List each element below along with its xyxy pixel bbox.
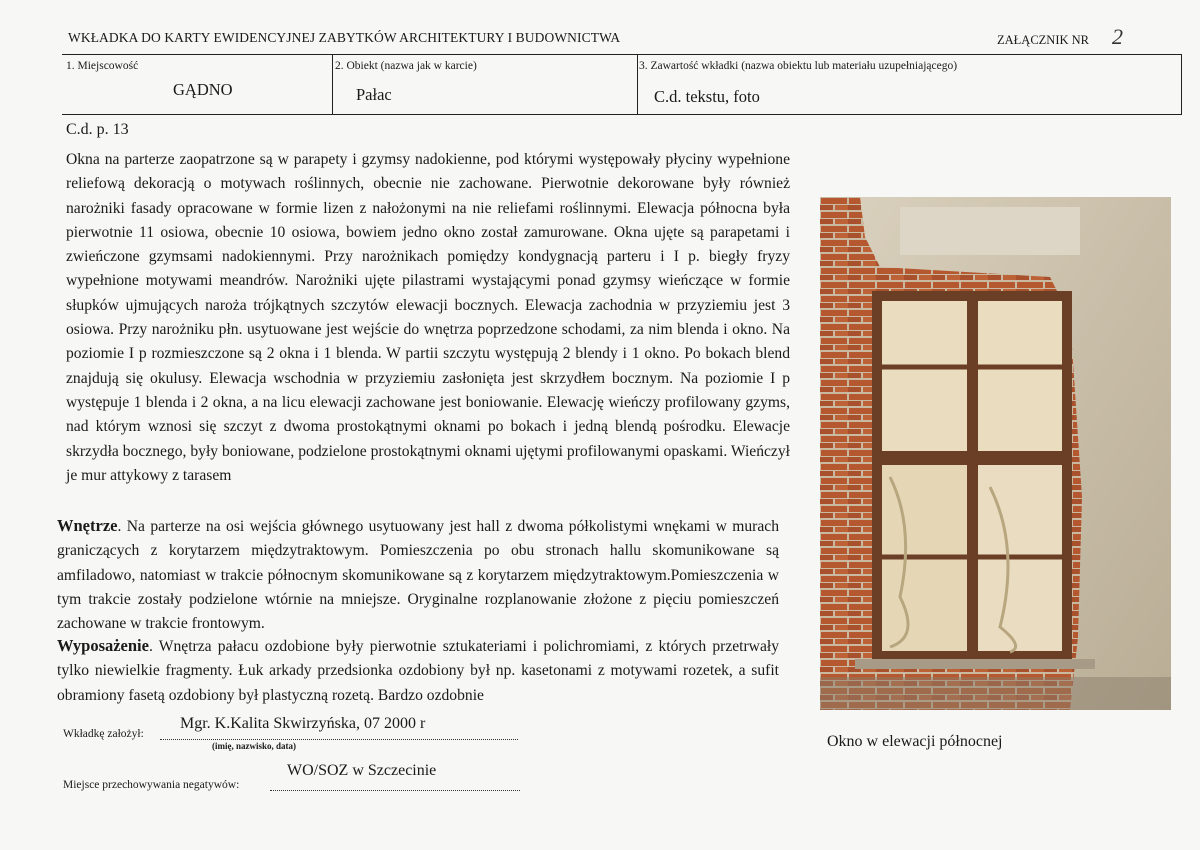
negatives-dotted-line (270, 789, 520, 791)
lintel (900, 207, 1080, 255)
annex-label: ZAŁĄCZNIK NR (997, 33, 1090, 47)
annex-number: 2 (1112, 24, 1123, 49)
location-label: 1. Miejscowość (66, 60, 139, 72)
object-value: Pałac (356, 85, 392, 104)
form-title: WKŁADKA DO KARTY EWIDENCYJNEJ ZABYTKÓW ARCHITEKTURY I BUDOWNICTWA (68, 30, 621, 45)
author-dotted-line (160, 738, 518, 740)
furnishing-description: . Wnętrza pałacu ozdobione były pierwotnie sztukateriami i polichromiami, z których przetrwały tylko niewielkie fragmenty. Łuk arkady przedsionka ozdobiony był np. kasetonami z motywami rozetek, a sufit obramiony fasetą ozdobiony był plastyczną rozetą. Bardzo ozdobnie (57, 638, 779, 704)
exterior-description: Okna na parterze zaopatrzone są w parapety i gzymsy nadokienne, pod którymi występowały płyciny wypełnione reliefową dekoracją o motywach roślinnych, obecnie nie zachowane. Pierwotnie dekorowane były również narożniki fasady opracowane w formie lizen z nałożonymi na nie reliefami roślinnymi. Elewacja północna była pierwotnie 11 osiowa, obecnie 10 osiowa, bowiem jedno okno został zamurowane. Okna ujęte są parapetami i zwieńczone gzymsami nadokiennymi. Przy narożnikach pomiędzy kondygnacją parteru i I p. biegły fryzy wypełnione motywami meandrów. Narożniki ujęte pilastrami wystającymi ponad gzymsy wieńczące w formie słupków ujmujących naroża trójkątnych szczytów elewacji bocznych. Elewacja zachodnia w przyziemiu jest 3 osiowa. Przy narożniku płn. usytuowane jest wejście do wnętrza poprzedzone schodami, za nim blenda i okno. Na poziomie I p rozmieszczone są 2 okna i 1 blenda. W partii szczytu występują 2 blendy i 1 okno. Po bokach blend znajdują się okulusy. Elewacja wschodnia w przyziemiu zasłonięta jest skrzydłem bocznym. Na poziomie I p występuje 1 blenda i 2 okna, a na licu elewacji zachowane jest boniowanie. Elewację wieńczy profilowany gzyms, nad którym wznosi się szczyt z dwoma prostokątnymi oknami po bokach i jedną blendą pośrodku. Elewacje skrzydła bocznego, były boniowane, podzielone prostokątnymi oknami ujętymi profilowanymi opaskami. Wieńczył je mur attykowy z tarasem (66, 151, 790, 484)
author-label: Wkładkę założył: (63, 728, 144, 740)
header-bottom-rule (62, 114, 1182, 115)
window-photo (820, 197, 1171, 710)
object-label: 2. Obiekt (nazwa jak w karcie) (335, 60, 477, 72)
furnishing-heading: Wyposażenie (57, 636, 149, 655)
field-divider (332, 55, 333, 114)
author-value: Mgr. K.Kalita Skwirzyńska, 07 2000 r (180, 715, 426, 732)
field-divider (1181, 55, 1182, 114)
photo-caption: Okno w elewacji północnej (827, 733, 1003, 750)
content-label: 3. Zawartość wkładki (nazwa obiektu lub materiału uzupełniającego) (639, 60, 958, 72)
negatives-value: WO/SOZ w Szczecinie (287, 762, 437, 779)
location-value: GĄDNO (173, 80, 233, 99)
negatives-label: Miejsce przechowywania negatywów: (63, 779, 240, 791)
interior-section (57, 514, 779, 636)
author-hint: (imię, nazwisko, data) (212, 741, 296, 751)
field-divider (637, 55, 638, 114)
interior-description: . Na parterze na osi wejścia głównego usytuowany jest hall z dwoma półkolistymi wnękami w murach graniczących z korytarzem międzytraktowym. Pomieszczenia po obu stronach hallu skomunikowane są amfiladowo, natomiast w trakcie północnym skomunikowane są z korytarzem międzytraktowym.Pomieszczenia w tym trakcie zostały podzielone wtórnie na mniejsze. Oryginalne rozplanowanie złożone z pięciu pomieszczeń zachowane w trakcie frontowym. (57, 518, 779, 633)
content-value: C.d. tekstu, foto (654, 87, 760, 106)
interior-heading: Wnętrze (57, 516, 118, 535)
header-top-rule (62, 54, 1182, 55)
continuation-note: C.d. p. 13 (66, 121, 129, 138)
furnishing-section (57, 634, 779, 708)
